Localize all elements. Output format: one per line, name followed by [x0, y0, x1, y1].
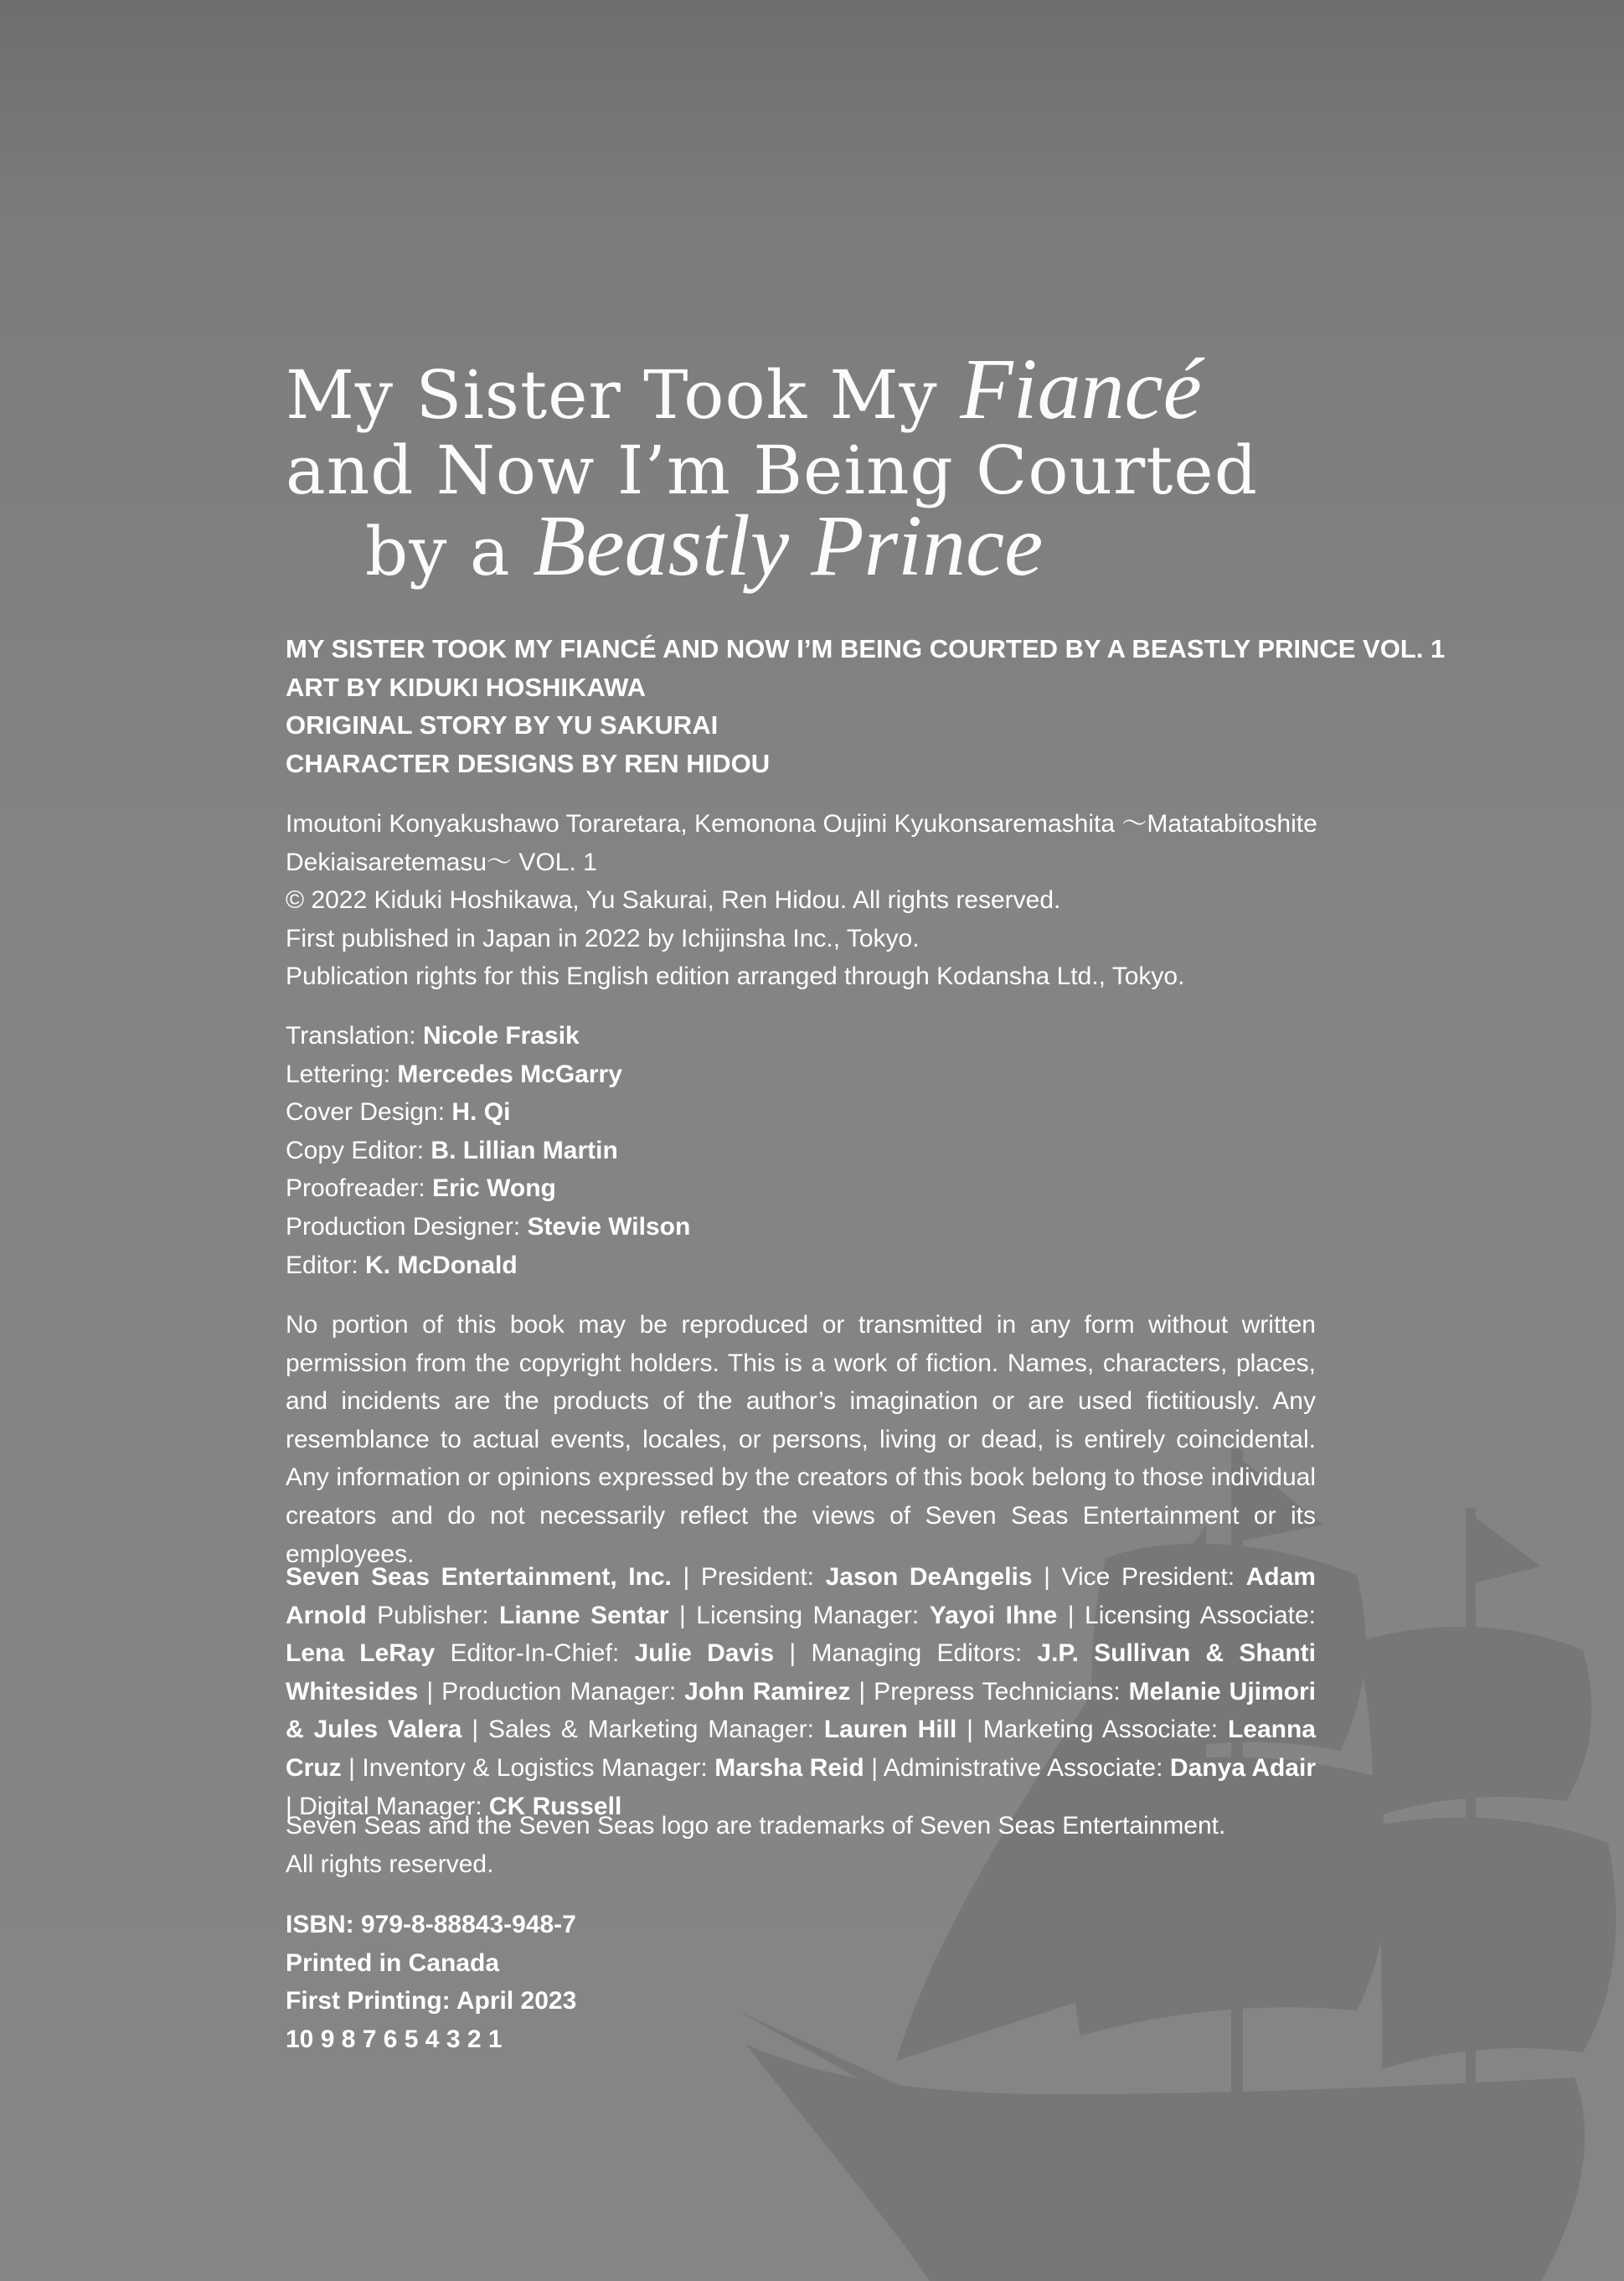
staff-line — [286, 1169, 1316, 1208]
company-name: Seven Seas Entertainment, Inc. — [286, 1563, 672, 1591]
logo-line3-script: Beastly Prince — [532, 498, 1044, 594]
company-name: Lianne Sentar — [499, 1601, 669, 1629]
title-line: CHARACTER DESIGNS BY REN HIDOU — [286, 748, 771, 778]
info-line: © 2022 Kiduki Hoshikawa, Yu Sakurai, Ren Hidou. All rights reserved. — [286, 886, 1061, 915]
company-name: Danya Adair — [1169, 1753, 1316, 1782]
logo-line2: and Now I’m Being Courted — [286, 431, 1258, 509]
trademark-notice — [286, 1807, 1316, 1883]
company-role: | Administrative Associate: — [864, 1753, 1170, 1782]
staff-name: H. Qi — [451, 1098, 511, 1127]
company-name: J.P. Sullivan & Shanti Whitesides — [286, 1639, 1316, 1706]
company-name: Jason DeAngelis — [825, 1563, 1033, 1591]
print-line: 10 9 8 7 6 5 4 3 2 1 — [286, 2025, 503, 2053]
company-name: John Ramirez — [684, 1677, 851, 1706]
staff-role: Lettering: — [286, 1060, 398, 1088]
company-role: | Licensing Associate: — [1057, 1601, 1317, 1629]
title-line: ORIGINAL STORY BY YU SAKURAI — [286, 710, 719, 741]
staff-role: Translation: — [286, 1022, 423, 1050]
company-name: Lena LeRay — [286, 1639, 436, 1668]
trademark-line: Seven Seas and the Seven Seas logo are trademarks of Seven Seas Entertainment. — [286, 1812, 1226, 1840]
company-role: | Managing Editors: — [774, 1639, 1038, 1668]
title-line: ART BY KIDUKI HOSHIKAWA — [286, 672, 647, 702]
staff-credits — [286, 1017, 1316, 1284]
info-line: Dekiaisaretemasu〜 VOL. 1 — [286, 848, 597, 876]
legal-notice: No portion of this book may be reproduced or transmitted in any form without written permission from the copyright holders. This is a work of fiction. Names, characters, places, and incidents are the products of the author’s imagination or are used fictitiously. Any resemblance to actual events, locales, or persons, living or dead, is entirely coincidental. Any information or opinions expressed by the creators of this book belong to those individual creators and do not necessarily reflect the views of Seven Seas Entertainment or its employees. — [286, 1311, 1316, 1568]
credits-titles — [286, 630, 1446, 782]
staff-role: Production Designer: — [286, 1212, 528, 1241]
company-role: | Prepress Technicians: — [850, 1677, 1129, 1706]
logo-line1-script: Fiancé — [960, 341, 1202, 437]
staff-name: B. Lillian Martin — [430, 1136, 618, 1164]
staff-role: Cover Design: — [286, 1098, 452, 1127]
company-role: | Production Manager: — [418, 1677, 685, 1706]
publication-info — [286, 805, 1316, 996]
company-role: | Digital Manager: — [286, 1792, 489, 1820]
staff-role: Copy Editor: — [286, 1136, 431, 1164]
company-role: | Inventory & Logistics Manager: — [341, 1753, 715, 1782]
staff-line — [286, 1055, 1316, 1094]
staff-line — [286, 1246, 1316, 1285]
logo-line1-plain: My Sister Took My — [286, 356, 961, 434]
company-name: Lauren Hill — [823, 1716, 957, 1744]
company-name: Adam Arnold — [286, 1563, 1316, 1629]
company-role: | Vice President: — [1032, 1563, 1246, 1591]
staff-name: Stevie Wilson — [527, 1212, 691, 1241]
staff-line — [286, 1093, 1316, 1132]
company-name: Marsha Reid — [714, 1753, 864, 1782]
staff-role: Proofreader: — [286, 1174, 433, 1203]
company-name: Leanna Cruz — [286, 1716, 1316, 1782]
company-role: | Sales & Marketing Manager: — [461, 1716, 824, 1744]
company-role: Editor-In-Chief: — [435, 1639, 635, 1668]
staff-name: K. McDonald — [365, 1251, 518, 1279]
staff-name: Nicole Frasik — [422, 1022, 580, 1050]
company-role: | Marketing Associate: — [956, 1716, 1228, 1744]
trademark-line: All rights reserved. — [286, 1850, 494, 1878]
company-role: | President: — [671, 1563, 826, 1591]
logo-line3-plain: by a — [365, 513, 533, 591]
info-line: Imoutoni Konyakushawo Toraretara, Kemonona Oujini Kyukonsaremashita 〜Matatabitoshite — [286, 810, 1317, 838]
company-name: Yayoi Ihne — [929, 1601, 1058, 1629]
company-role: | Licensing Manager: — [668, 1601, 930, 1629]
company-name: Melanie Ujimori & Jules Valera — [286, 1677, 1317, 1744]
company-credits — [286, 1558, 1316, 1825]
staff-name: Mercedes McGarry — [397, 1060, 622, 1088]
first-printing: First Printing: April 2023 — [286, 1987, 577, 2015]
staff-line — [286, 1208, 1316, 1246]
company-name: Julie Davis — [634, 1639, 775, 1668]
title-logo — [286, 341, 1324, 594]
staff-role: Editor: — [286, 1251, 366, 1279]
info-line: Publication rights for this English edition arranged through Kodansha Ltd., Tokyo. — [286, 962, 1185, 991]
staff-line — [286, 1017, 1316, 1055]
company-role: Publisher: — [366, 1601, 500, 1629]
printed-in: Printed in Canada — [286, 1948, 500, 1977]
staff-name: Eric Wong — [432, 1174, 556, 1203]
company-name: CK Russell — [488, 1792, 622, 1820]
printing-info — [286, 1906, 1316, 2058]
info-line: First published in Japan in 2022 by Ichijinsha Inc., Tokyo. — [286, 924, 920, 952]
title-line: MY SISTER TOOK MY FIANCÉ AND NOW I’M BEING COURTED BY A BEASTLY PRINCE VOL. 1 — [286, 634, 1446, 663]
isbn: ISBN: 979-8-88843-948-7 — [286, 1911, 576, 1938]
staff-line — [286, 1132, 1316, 1170]
